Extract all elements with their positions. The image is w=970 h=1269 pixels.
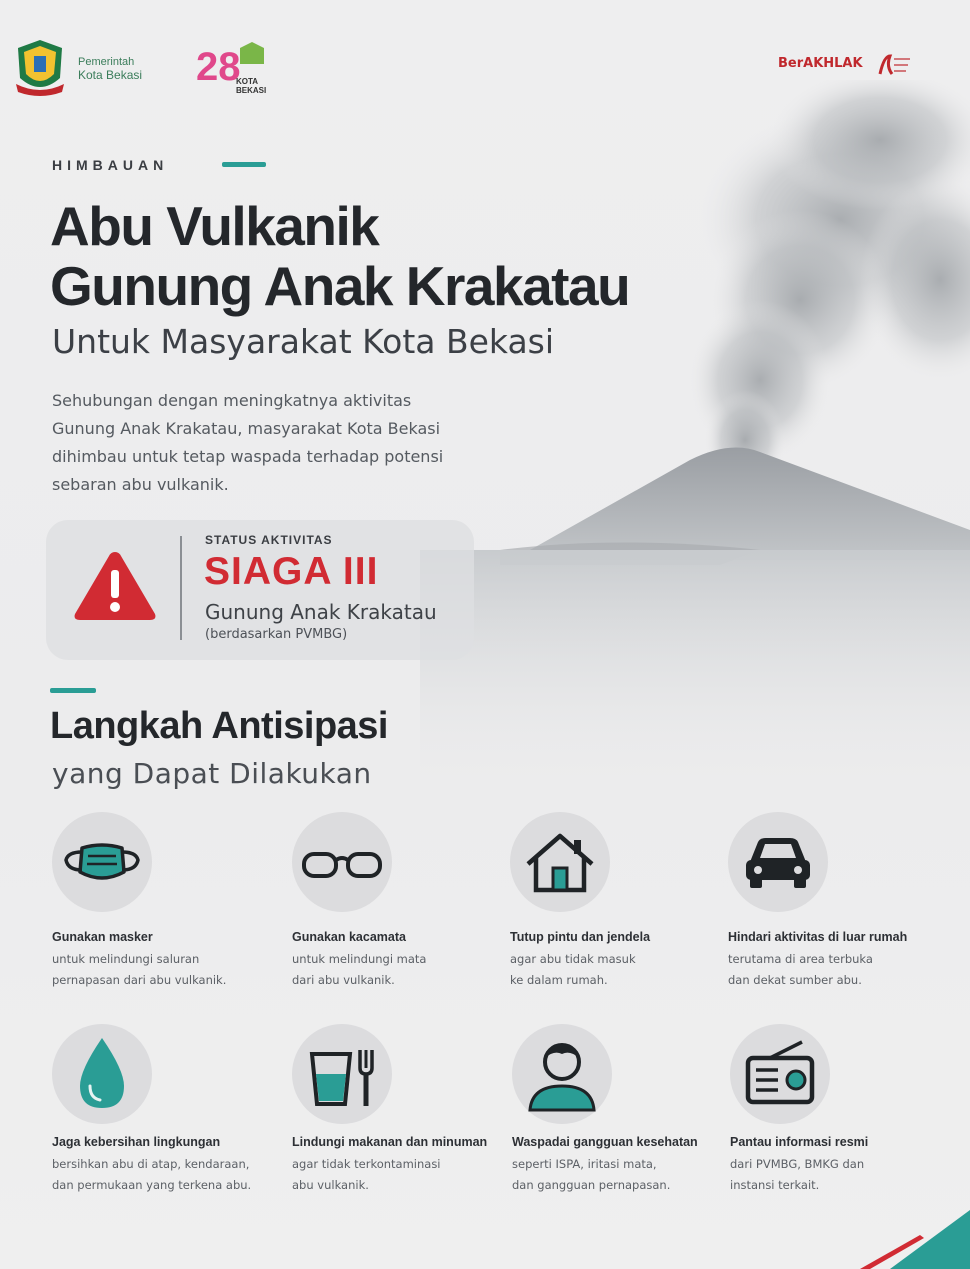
title-line1: Abu Vulkanik — [50, 195, 379, 257]
step-description: terutama di area terbuka dan dekat sumber abu. — [728, 952, 873, 987]
step-description: agar tidak terkontaminasi abu vulkanik. — [292, 1157, 441, 1192]
berakhlak-wordmark: BerAKHLAK — [778, 56, 863, 71]
status-label: STATUS AKTIVITAS — [205, 533, 333, 547]
radio-icon — [730, 1024, 830, 1124]
step-icon-circle — [292, 812, 392, 912]
car-icon — [728, 812, 828, 912]
berakhlak-logo — [778, 52, 928, 78]
intro-line: Sehubungan dengan meningkatnya aktivitas — [52, 391, 412, 410]
step-icon-circle — [730, 1024, 830, 1124]
intro-line: Gunung Anak Krakatau, masyarakat Kota Bekasi — [52, 419, 441, 438]
status-divider — [180, 536, 182, 640]
step-description: seperti ISPA, iritasi mata, dan gangguan pernapasan. — [512, 1157, 671, 1192]
water-drop-icon — [52, 1024, 152, 1124]
kicker-label: HIMBAUAN — [52, 157, 169, 173]
intro-line: dihimbau untuk tetap waspada terhadap potensi — [52, 447, 444, 466]
step-description: agar abu tidak masuk ke dalam rumah. — [510, 952, 636, 987]
step-icon-circle — [728, 812, 828, 912]
mask-icon — [52, 812, 152, 912]
step-icon-circle — [510, 812, 610, 912]
step-description: untuk melindungi mata dari abu vulkanik. — [292, 952, 427, 987]
step-title: Tutup pintu dan jendela — [510, 930, 651, 944]
title-line2: Gunung Anak Krakatau — [50, 255, 630, 317]
step-description: dari PVMBG, BMKG dan instansi terkait. — [730, 1157, 865, 1192]
page-title — [50, 196, 730, 316]
step-icon-circle — [52, 1024, 152, 1124]
section-accent-line — [50, 688, 96, 693]
step-title: Gunakan kacamata — [292, 930, 406, 944]
house-icon — [510, 812, 610, 912]
status-level: SIAGA III — [204, 550, 379, 593]
status-source: (berdasarkan PVMBG) — [205, 627, 348, 642]
step-icon-circle — [292, 1024, 392, 1124]
org-name — [78, 56, 142, 82]
status-volcano-name: Gunung Anak Krakatau — [205, 600, 437, 624]
step-icon-circle — [512, 1024, 612, 1124]
intro-line: sebaran abu vulkanik. — [52, 475, 229, 494]
step-description: bersihkan abu di atap, kendaraan, dan permukaan yang terkena abu. — [52, 1157, 252, 1192]
step-title: Lindungi makanan dan minuman — [292, 1135, 488, 1149]
step-title: Gunakan masker — [52, 930, 153, 944]
section-subtitle: yang Dapat Dilakukan — [52, 757, 372, 790]
corner-decoration — [860, 1200, 970, 1269]
section-title: Langkah Antisipasi — [50, 705, 388, 747]
step-title: Waspadai gangguan kesehatan — [512, 1135, 698, 1149]
kota-bekasi-emblem — [14, 38, 66, 98]
person-icon — [512, 1024, 612, 1124]
glass-fork-icon — [292, 1024, 392, 1124]
glasses-icon — [292, 812, 392, 912]
org-name-line1: Pemerintah — [78, 56, 135, 68]
anniversary-number: 28 — [196, 45, 241, 89]
page-subtitle: Untuk Masyarakat Kota Bekasi — [52, 322, 555, 361]
step-description: untuk melindungi saluran pernapasan dari abu vulkanik. — [52, 952, 227, 987]
step-title: Jaga kebersihan lingkungan — [52, 1135, 221, 1149]
anniversary-line2: BEKASI — [236, 86, 267, 95]
org-name-line2: Kota Bekasi — [78, 68, 143, 82]
intro-paragraph — [52, 387, 512, 499]
kicker-accent-line — [222, 162, 266, 167]
step-title: Hindari aktivitas di luar rumah — [728, 930, 908, 944]
berakhlak-mark-icon — [874, 52, 914, 78]
anniversary-28-logo — [196, 40, 276, 100]
step-title: Pantau informasi resmi — [730, 1135, 869, 1149]
step-icon-circle — [52, 812, 152, 912]
anniversary-line1: KOTA — [236, 77, 259, 86]
warning-triangle-icon — [72, 548, 158, 624]
